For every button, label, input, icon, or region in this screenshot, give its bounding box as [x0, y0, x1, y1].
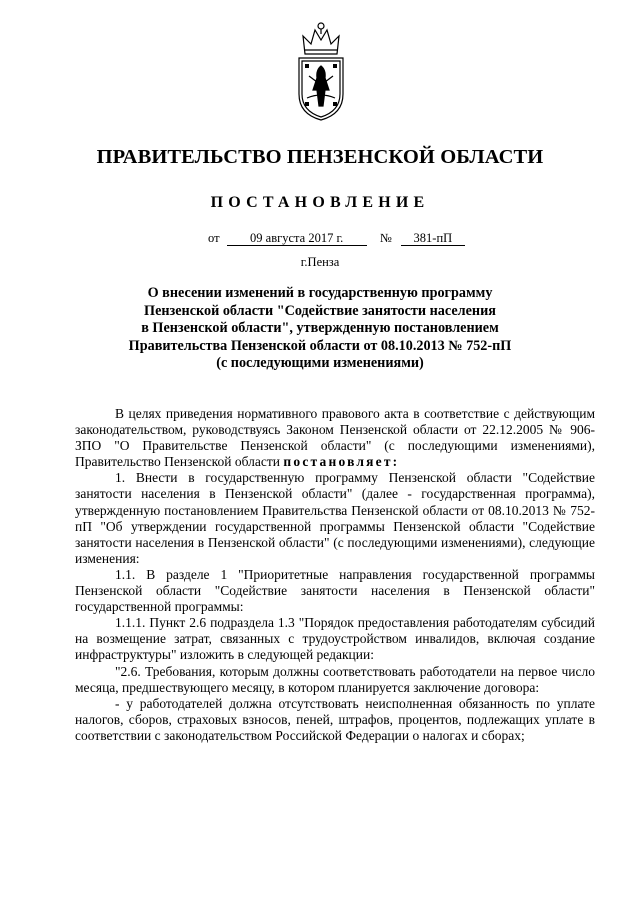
subject-line: Правительства Пензенской области от 08.10.2013 № 752-пП: [128, 337, 512, 354]
subject-line: О внесении изменений в государственную программу: [147, 285, 493, 301]
from-label: от: [208, 231, 220, 245]
subject-line: Пензенской области "Содействие занятости населения: [144, 302, 496, 319]
resolves-keyword: постановляет:: [283, 454, 400, 470]
document-date: 09 августа 2017 г.: [227, 231, 367, 246]
date-number-line: [208, 231, 465, 246]
preamble-text: В целях приведения нормативного правового акта в соответствие с действующим законодательством, руководствуясь Законом Пензенской области от 22.12.2005 № 906-ЗПО "О Правительстве Пензенской области" (с последующими изменениями), Правительство Пензенской области: [75, 406, 595, 470]
city: г.Пенза: [300, 255, 340, 269]
preamble-paragraph: [75, 406, 595, 470]
subject-line: в Пензенской области", утвержденную постановлением: [141, 320, 499, 337]
penza-region-coat-of-arms-icon: [291, 20, 351, 124]
paragraph-item-1-1-1: 1.1.1. Пункт 2.6 подраздела 1.3 "Порядок предоставления работодателям субсидий на возмещение затрат, связанных с трудоустройством инвалидов, включая создание инфраструктуры" изложить в следующей редакции:: [75, 615, 595, 663]
paragraph-item-1: 1. Внести в государственную программу Пензенской области "Содействие занятости населения в Пензенской области" (далее - государственная программа), утвержденную постановлением Правительства Пензенской области от 08.10.2013 № 752-пП "Об утверждении государственной программы Пензенской области "Содействие занятости населения в Пензенской области" (с последующими изменениями), следующие изменения:: [75, 470, 595, 566]
document-body: [75, 406, 595, 744]
number-label: №: [379, 231, 392, 245]
paragraph-requirement: - у работодателей должна отсутствовать неисполненная обязанность по уплате налогов, сборов, страховых взносов, пеней, штрафов, процентов, подлежащих уплате в соответствии с законодательством Российской Федерации о налогах и сборах;: [75, 695, 595, 743]
government-title: ПРАВИТЕЛЬСТВО ПЕНЗЕНСКОЙ ОБЛАСТИ: [96, 146, 544, 168]
document-subject: [100, 285, 540, 373]
document-type: ПОСТАНОВЛЕНИЕ: [210, 194, 430, 211]
document-number: 381-пП: [401, 231, 465, 246]
paragraph-item-2-6: "2.6. Требования, которым должны соответствовать работодатели на первое число месяца, предшествующего месяцу, в котором планируется заключение договора:: [75, 663, 595, 695]
paragraph-item-1-1: 1.1. В разделе 1 "Приоритетные направления государственной программы Пензенской области "Содействие занятости населения в Пензенской области" государственной программы:: [75, 566, 595, 615]
subject-line: (с последующими изменениями): [216, 355, 424, 372]
